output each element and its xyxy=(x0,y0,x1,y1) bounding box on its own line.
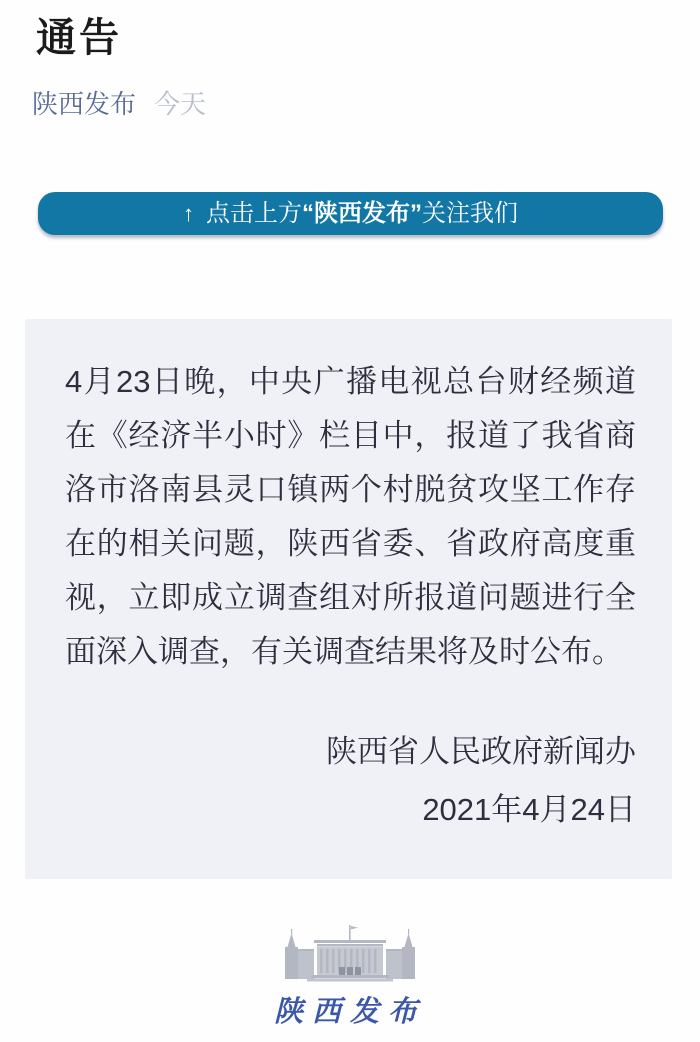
footer-logo xyxy=(0,925,700,1030)
article-meta xyxy=(32,88,700,120)
article-title: 通告 xyxy=(36,16,122,60)
government-building-icon xyxy=(283,925,417,987)
follow-text-suffix: 关注我们 xyxy=(422,200,518,227)
follow-account-name: “陕西发布” xyxy=(302,200,422,227)
notice-signature: 陕西省人民政府新闻办 xyxy=(326,734,636,769)
footer-logo-caption: 陕西发布 xyxy=(273,996,426,1028)
notice-body-text: 4月23日晚，中央广播电视总台财经频道在《经济半小时》栏目中，报道了我省商洛市洛南县灵口镇两个村脱贫攻坚工作存在的相关问题，陕西省委、省政府高度重视，立即成立调查组对所报道问题进行全面深入调查，有关调查结果将及时公布。 xyxy=(65,364,636,669)
publish-time: 今天 xyxy=(154,89,207,119)
article-page xyxy=(0,14,700,1042)
notice-date: 2021年4月24日 xyxy=(422,792,636,827)
up-arrow-icon: ↑ xyxy=(183,201,194,226)
notice-signature-block xyxy=(65,723,636,839)
account-name-link[interactable]: 陕西发布 xyxy=(32,89,137,119)
follow-text-prefix: 点击上方 xyxy=(206,200,302,227)
follow-banner[interactable] xyxy=(38,192,663,235)
notice-box xyxy=(25,319,672,879)
